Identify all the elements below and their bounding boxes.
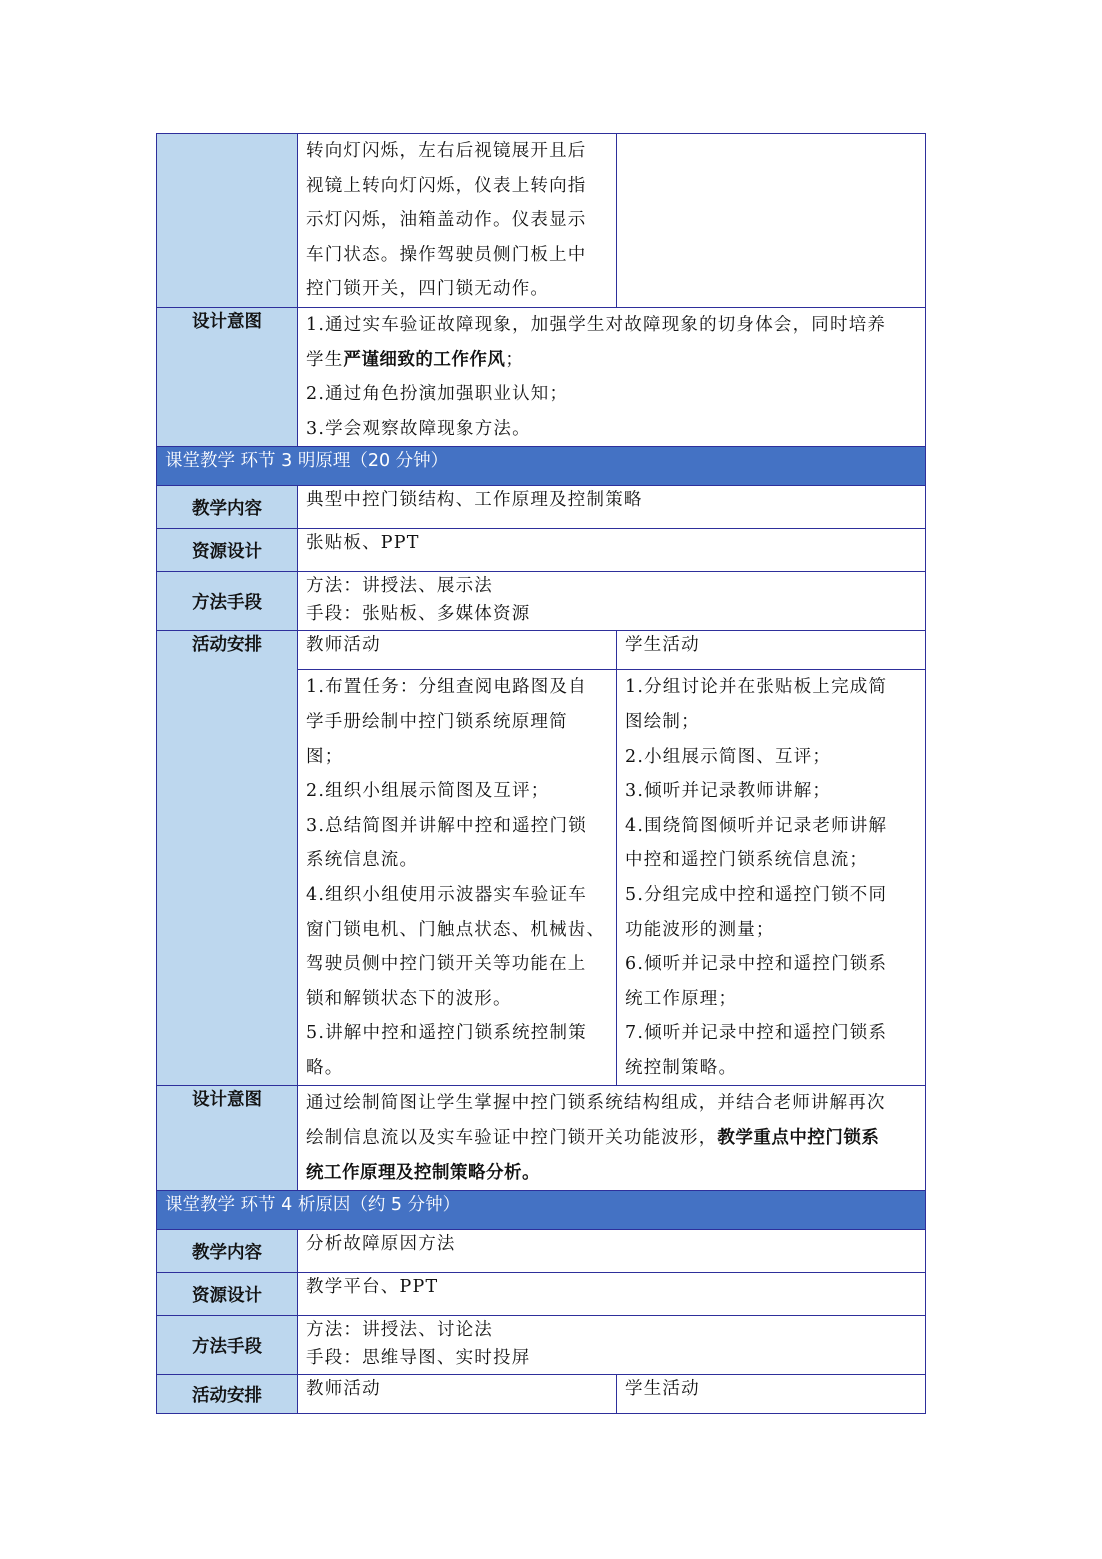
s4-method-label: 方法手段 xyxy=(157,1316,298,1375)
s3-activity-label: 活动安排 xyxy=(157,631,298,1086)
s4-content-row xyxy=(157,1230,926,1273)
s3-resource-label: 资源设计 xyxy=(157,529,298,572)
s3-content-label: 教学内容 xyxy=(157,486,298,529)
s3-activity-head-row xyxy=(157,631,926,670)
section-4-header xyxy=(157,1191,926,1230)
s3-content-value: 典型中控门锁结构、工作原理及控制策略 xyxy=(298,486,926,529)
emphasis-text: 教学重点中控门锁系 xyxy=(717,1128,880,1149)
s3-teacher-activities: 1.布置任务：分组查阅电路图及自 学手册绘制中控门锁系统原理简 图； 2.组织小组展示简图及互评； 3.总结简图并讲解中控和遥控门锁 系统信息流。 4.组织小组使用示波器实车验证车 窗门锁电机、门触点状态、机械齿、 驾驶员侧中控门锁开关等功能在上 锁和解锁状态下的波形。 5.讲解中控和遥控门锁系统控制策 略。 xyxy=(298,670,617,1086)
section-3-header xyxy=(157,447,926,486)
emphasis-text: 统工作原理及控制策略分析。 xyxy=(306,1162,540,1183)
s3-teacher-head: 教师活动 xyxy=(298,631,617,670)
design-intent-row-1 xyxy=(157,307,926,446)
s3-design-row xyxy=(157,1086,926,1191)
s3-design-label: 设计意图 xyxy=(157,1086,298,1191)
student-activity-continued xyxy=(617,134,926,308)
section-3-title: 课堂教学 环节 3 明原理（20 分钟） xyxy=(157,447,926,486)
s3-student-head: 学生活动 xyxy=(617,631,926,670)
s3-resource-row xyxy=(157,529,926,572)
s4-teacher-head: 教师活动 xyxy=(298,1375,617,1414)
s3-student-activities: 1.分组讨论并在张贴板上完成简 图绘制； 2.小组展示简图、互评； 3.倾听并记录教师讲解； 4.围绕简图倾听并记录老师讲解 中控和遥控门锁系统信息流； 5.分组完成中控和遥控门锁不同 功能波形的测量； 6.倾听并记录中控和遥控门锁系 统工作原理； 7.倾听并记录中控和遥控门锁系 统控制策略。 xyxy=(617,670,926,1086)
s4-activity-label: 活动安排 xyxy=(157,1375,298,1414)
activity-continued-row xyxy=(157,134,926,308)
s4-resource-value: 教学平台、PPT xyxy=(298,1273,926,1316)
s4-method-row xyxy=(157,1316,926,1375)
s4-content-label: 教学内容 xyxy=(157,1230,298,1273)
s4-resource-row xyxy=(157,1273,926,1316)
label-empty xyxy=(157,134,298,308)
design-intent-label: 设计意图 xyxy=(157,307,298,446)
s4-content-value: 分析故障原因方法 xyxy=(298,1230,926,1273)
s3-resource-value: 张贴板、PPT xyxy=(298,529,926,572)
s4-student-head: 学生活动 xyxy=(617,1375,926,1414)
s3-design-text: 通过绘制简图让学生掌握中控门锁系统结构组成，并结合老师讲解再次 绘制信息流以及实车验证中控门锁开关功能波形，教学重点中控门锁系 统工作原理及控制策略分析。 xyxy=(298,1086,926,1191)
s3-method-label: 方法手段 xyxy=(157,572,298,631)
s4-activity-head-row xyxy=(157,1375,926,1414)
s3-method-value: 方法：讲授法、展示法 手段：张贴板、多媒体资源 xyxy=(298,572,926,631)
s3-content-row xyxy=(157,486,926,529)
teacher-activity-continued: 转向灯闪烁，左右后视镜展开且后 视镜上转向灯闪烁，仪表上转向指 示灯闪烁，油箱盖动作。仪表显示 车门状态。操作驾驶员侧门板上中 控门锁开关，四门锁无动作。 xyxy=(298,134,617,308)
s4-method-value: 方法：讲授法、讨论法 手段：思维导图、实时投屏 xyxy=(298,1316,926,1375)
section-4-title: 课堂教学 环节 4 析原因（约 5 分钟） xyxy=(157,1191,926,1230)
design-intent-text: 1.通过实车验证故障现象，加强学生对故障现象的切身体会，同时培养 学生严谨细致的工作作风； 2.通过角色扮演加强职业认知； 3.学会观察故障现象方法。 xyxy=(298,307,926,446)
emphasis-text: 严谨细致的工作作风 xyxy=(343,349,506,370)
s3-method-row xyxy=(157,572,926,631)
s4-resource-label: 资源设计 xyxy=(157,1273,298,1316)
lesson-plan-table xyxy=(156,133,926,1414)
